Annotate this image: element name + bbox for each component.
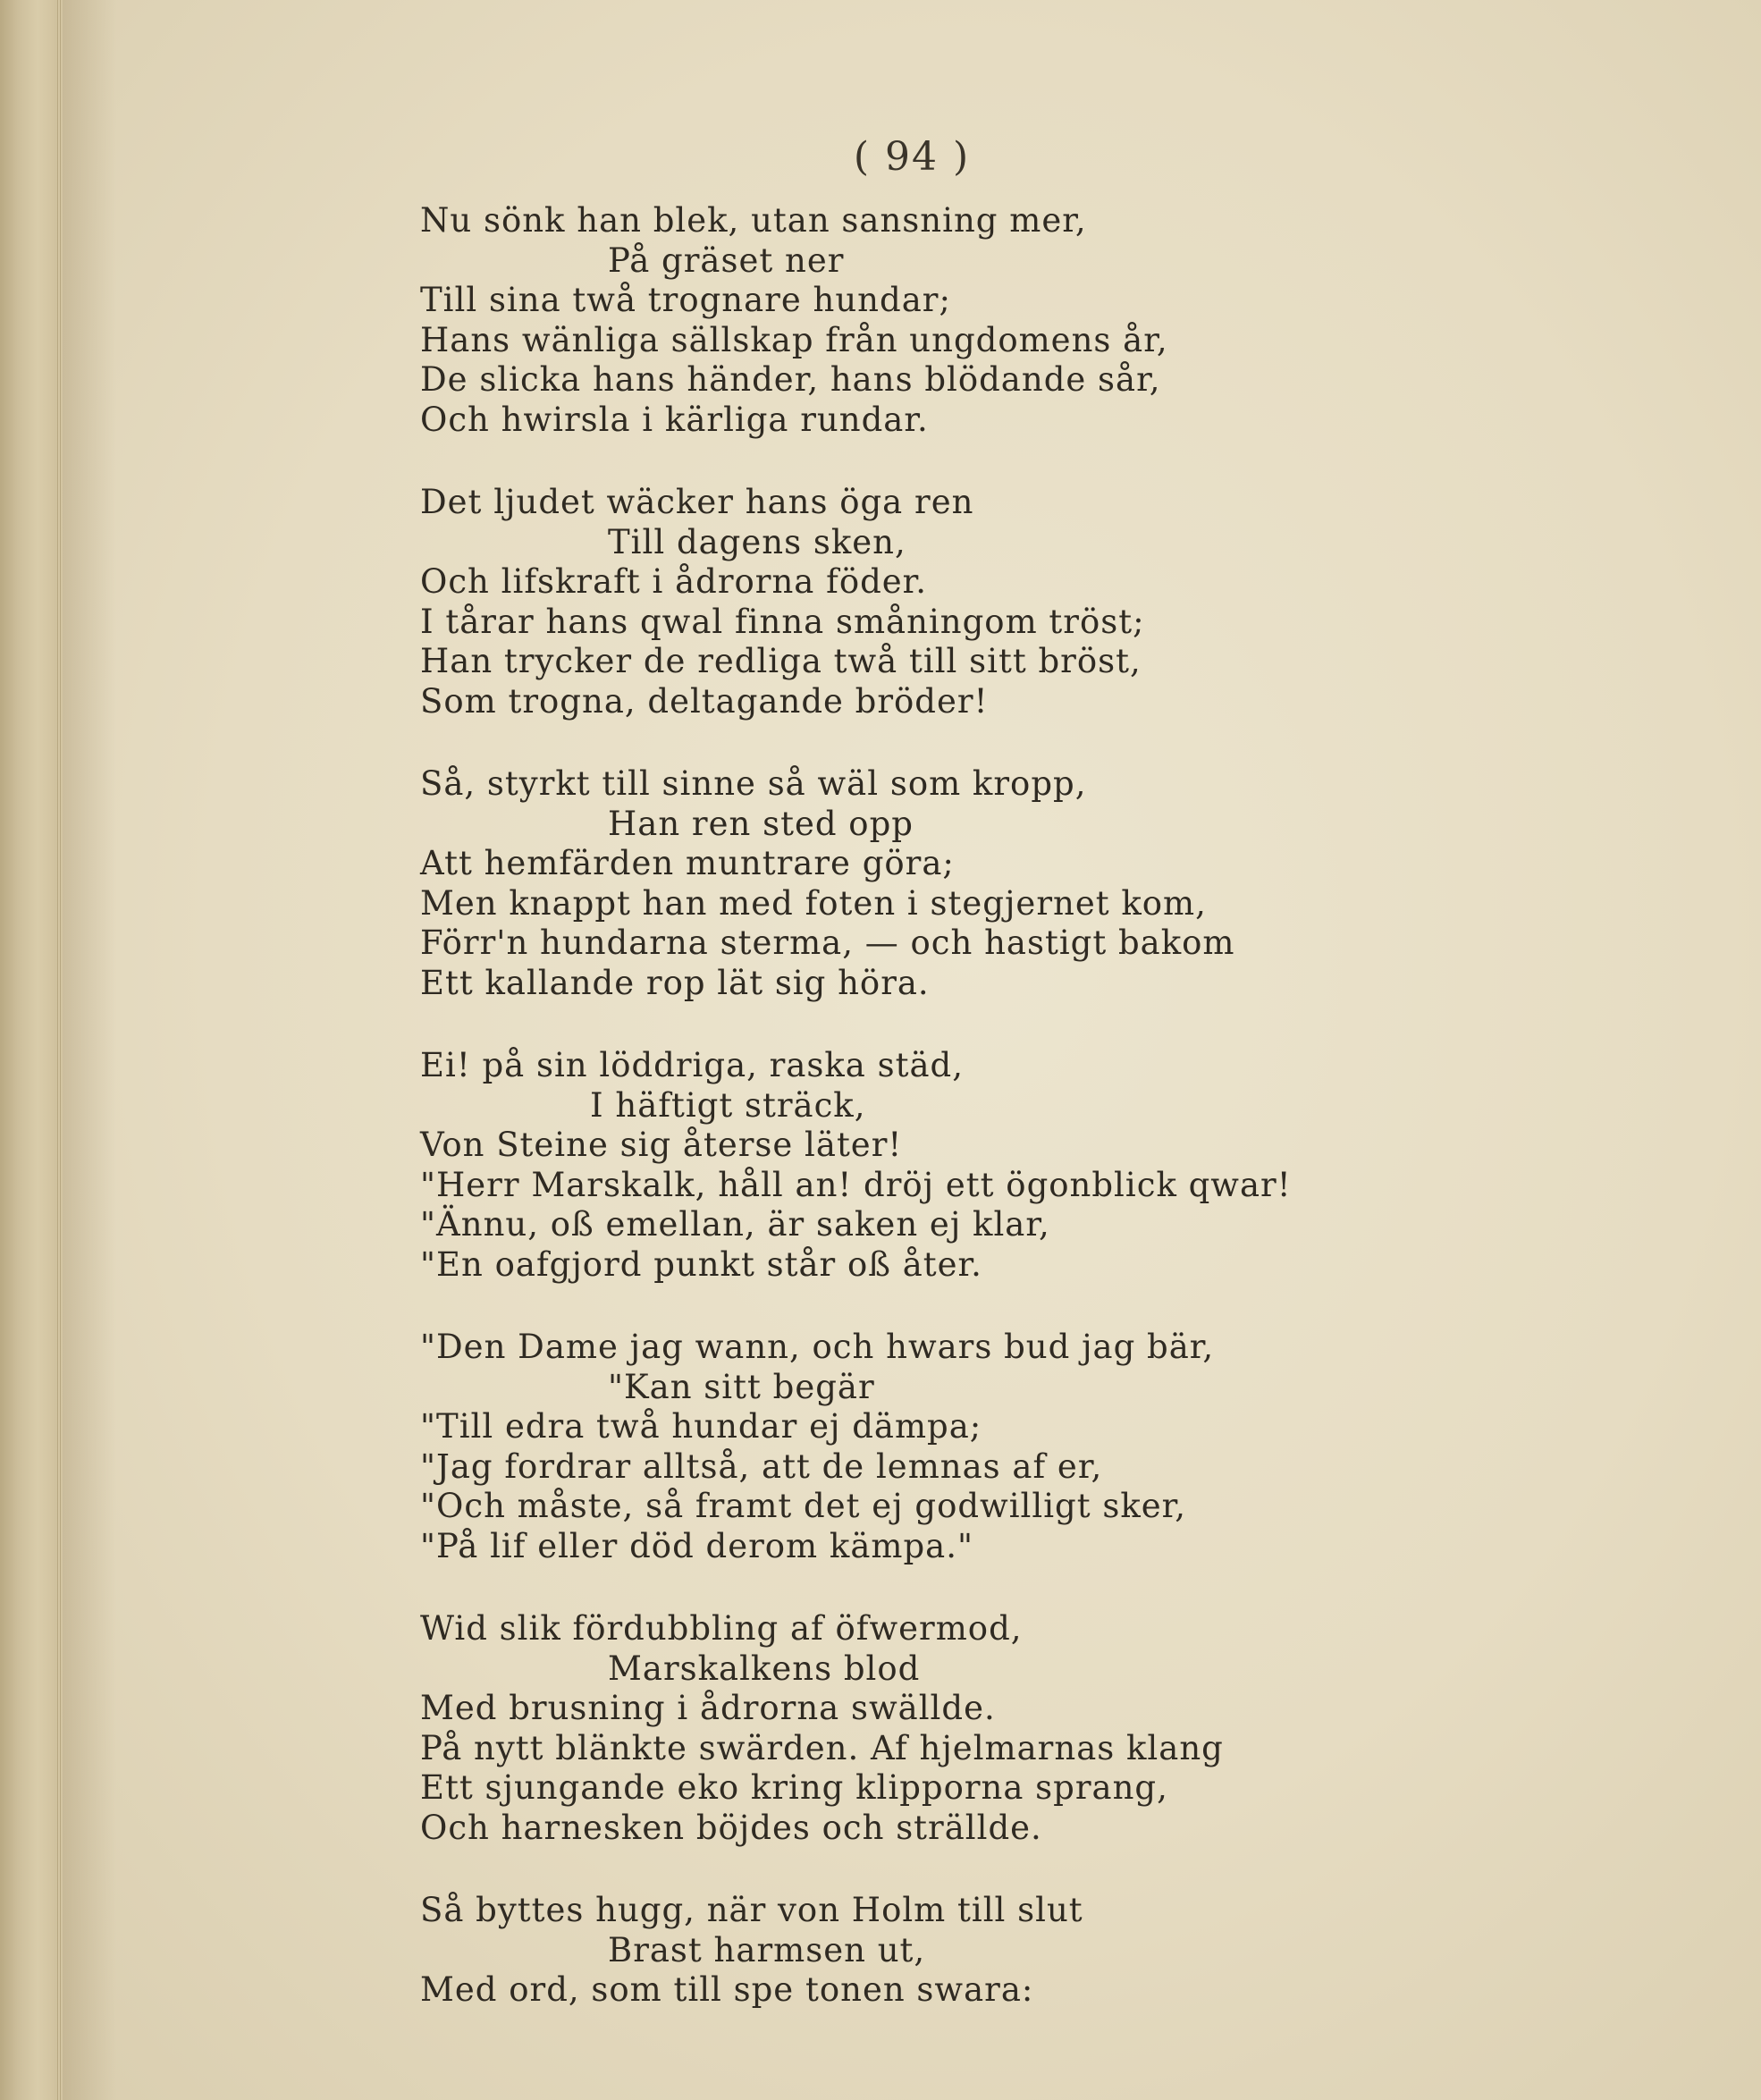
poem-line: "Kan sitt begär (608, 1367, 875, 1406)
poem-line: Till dagens sken, (608, 522, 906, 561)
poem-line: Ett sjungande eko kring klipporna sprang, (420, 1768, 1168, 1807)
poem-line: Hans wänliga sällskap från ungdomens år, (420, 320, 1168, 359)
poem-line: Så byttes hugg, när von Holm till slut (420, 1891, 1083, 1929)
poem-line: "Jag fordrar alltså, att de lemnas af er, (420, 1446, 1103, 1486)
poem-line: "Den Dame jag wann, och hwars bud jag bär, (420, 1328, 1215, 1366)
poem-line: I häftigt sträck, (590, 1085, 866, 1125)
poem-line: Till sina twå trognare hundar; (420, 281, 951, 319)
stanza-1 (420, 201, 1689, 440)
poem-line: "En oafgjord punkt står oß åter. (420, 1244, 982, 1284)
poem-line: Nu sönk han blek, utan sansning mer, (420, 201, 1087, 240)
page-number: ( 94 ) (853, 134, 971, 180)
poem-line: Marskalkens blod (608, 1649, 921, 1688)
poem-line: "Ännu, oß emellan, är saken ej klar, (420, 1205, 1050, 1244)
stanza-3 (420, 764, 1689, 1003)
poem-line: Som trogna, deltagande bröder! (420, 681, 989, 721)
book-spine (0, 0, 63, 2100)
poem-line: På nytt blänkte swärden. Af hjelmarnas klang (420, 1728, 1224, 1767)
poem-line: "På lif eller död derom kämpa." (420, 1526, 973, 1565)
stanza-6 (420, 1609, 1689, 1848)
stanza-7 (420, 1891, 1689, 2011)
poem-line: Med brusning i ådrorna swällde. (420, 1689, 996, 1727)
poem-line: "Till edra twå hundar ej dämpa; (420, 1407, 982, 1446)
poem-line: Ett kallande rop lät sig höra. (420, 963, 930, 1002)
poem-line: Wid slik fördubbling af öfwermod, (420, 1609, 1023, 1648)
poem-line: Brast harmsen ut, (608, 1930, 926, 1969)
poem-line: "Herr Marskalk, håll an! dröj ett ögonblick qwar! (420, 1165, 1292, 1204)
poem-line: Han ren sted opp (608, 804, 914, 843)
poem-line: Med ord, som till spe tonen swara: (420, 1970, 1034, 2009)
stanza-2 (420, 483, 1689, 721)
poem-line: Och hwirsla i kärliga rundar. (420, 400, 929, 439)
poem-text (420, 201, 1689, 2054)
poem-line: De slicka hans händer, hans blödande sår, (420, 360, 1161, 399)
poem-line: Men knappt han med foten i stegjernet kom, (420, 883, 1207, 923)
poem-line: I tårar hans qwal finna småningom tröst; (420, 602, 1145, 641)
poem-line: På gräset ner (608, 240, 845, 280)
poem-line: Han trycker de redliga twå till sitt bröst, (420, 642, 1142, 680)
stanza-5 (420, 1328, 1689, 1566)
poem-line: Ei! på sin löddriga, raska städ, (420, 1046, 964, 1084)
page-gutter-shadow (63, 0, 116, 2100)
poem-line: Förr'n hundarna sterma, — och hastigt bakom (420, 923, 1235, 962)
poem-line: Att hemfärden muntrare göra; (420, 844, 955, 882)
poem-line: Det ljudet wäcker hans öga ren (420, 483, 974, 521)
poem-line: Och harnesken böjdes och strällde. (420, 1808, 1042, 1847)
stanza-4 (420, 1046, 1689, 1285)
poem-line: "Och måste, så framt det ej godwilligt sker, (420, 1487, 1187, 1525)
poem-line: Von Steine sig återse läter! (420, 1126, 903, 1164)
poem-line: Så, styrkt till sinne så wäl som kropp, (420, 764, 1087, 803)
poem-line: Och lifskraft i ådrorna föder. (420, 562, 928, 601)
